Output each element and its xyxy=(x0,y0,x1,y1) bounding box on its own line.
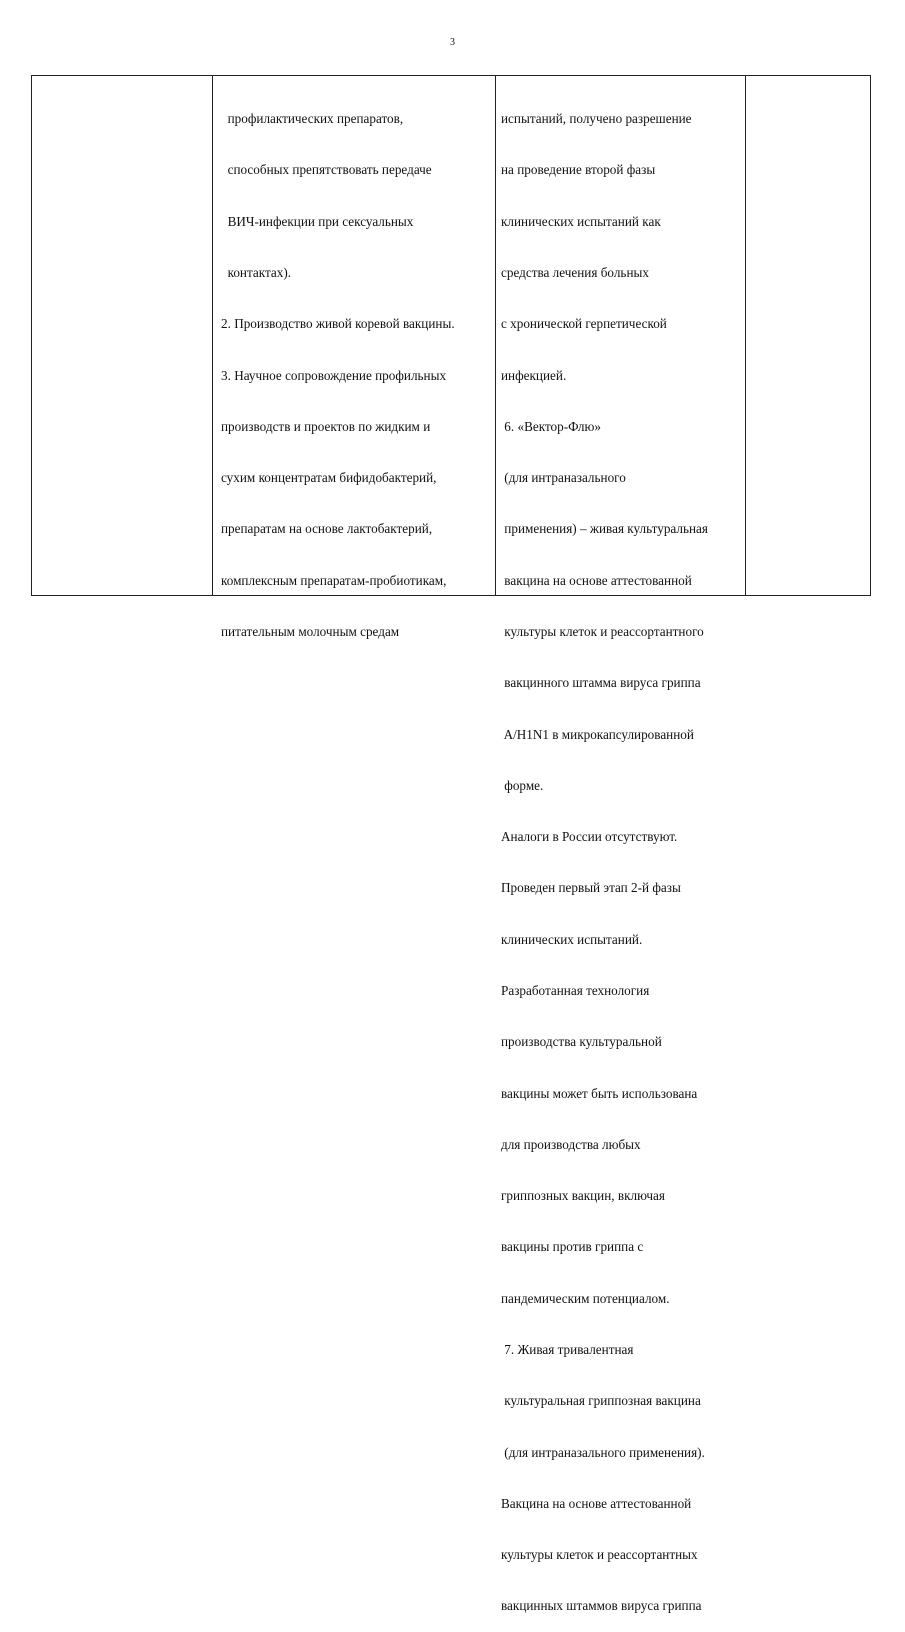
col2-line: питательным молочным средам xyxy=(221,624,400,639)
column-divider-1 xyxy=(212,75,213,596)
col2-line: контактах). xyxy=(221,265,292,281)
table-cell-col3 xyxy=(501,76,708,1632)
col2-line: 2. Производство живой коревой вакцины. xyxy=(221,316,455,332)
col3-line: Разработанная технология xyxy=(501,982,650,998)
col3-line: производства культуральной xyxy=(501,1034,662,1050)
col2-line: комплексным препаратам-пробиотикам, xyxy=(221,572,447,588)
column-divider-3 xyxy=(745,75,746,596)
col2-line: сухим концентратам бифидобактерий, xyxy=(221,470,437,486)
col3-line: с хронической герпетической xyxy=(501,316,667,332)
col3-line: пандемическим потенциалом. xyxy=(501,1290,670,1306)
col2-line: способных препятствовать передаче xyxy=(221,162,432,178)
col3-line: (для интраназального применения). xyxy=(501,1444,705,1460)
col2-line: ВИЧ-инфекции при сексуальных xyxy=(221,213,414,229)
col3-line: культуры клеток и реассортантных xyxy=(501,1547,698,1563)
col3-line: применения) – живая культуральная xyxy=(501,521,708,537)
col3-line: гриппозных вакцин, включая xyxy=(501,1188,665,1204)
table-cell-col2 xyxy=(221,76,455,657)
col3-line: A/H1N1 в микрокапсулированной xyxy=(501,726,694,742)
col3-line: вакцины против гриппа с xyxy=(501,1239,644,1255)
col3-line: (для интраназального xyxy=(501,470,626,486)
col2-line: 3. Научное сопровождение профильных xyxy=(221,367,447,383)
col3-line: форме. xyxy=(501,777,544,793)
col3-line: для производства любых xyxy=(501,1136,641,1152)
col3-line: Проведен первый этап 2-й фазы xyxy=(501,880,681,896)
col3-line: Аналоги в России отсутствуют. xyxy=(501,829,678,845)
col3-line: Вакцина на основе аттестованной xyxy=(501,1495,692,1511)
col3-line: испытаний, получено разрешение xyxy=(501,111,692,127)
col2-line: препаратам на основе лактобактерий, xyxy=(221,521,433,537)
col2-line: производств и проектов по жидким и xyxy=(221,418,431,434)
col3-line: культуральная гриппозная вакцина xyxy=(501,1393,701,1409)
col3-line: 7. Живая тривалентная xyxy=(501,1341,634,1357)
col3-line: средства лечения больных xyxy=(501,265,649,281)
col2-line: профилактических препаратов, xyxy=(221,111,404,127)
col3-line: инфекцией. xyxy=(501,367,567,383)
col3-line: вакцина на основе аттестованной xyxy=(501,572,692,588)
col3-line: вакцинного штамма вируса гриппа xyxy=(501,675,701,691)
page-number: 3 xyxy=(450,37,455,48)
column-divider-2 xyxy=(495,75,496,596)
col3-line: культуры клеток и реассортантного xyxy=(501,624,704,639)
col3-line: 6. «Вектор-Флю» xyxy=(501,418,601,434)
col3-line: на проведение второй фазы xyxy=(501,162,656,178)
col3-line: вакцины может быть использована xyxy=(501,1085,698,1101)
col3-line: клинических испытаний как xyxy=(501,213,661,229)
col3-line: клинических испытаний. xyxy=(501,931,643,947)
col3-line: вакцинных штаммов вируса гриппа xyxy=(501,1598,702,1614)
